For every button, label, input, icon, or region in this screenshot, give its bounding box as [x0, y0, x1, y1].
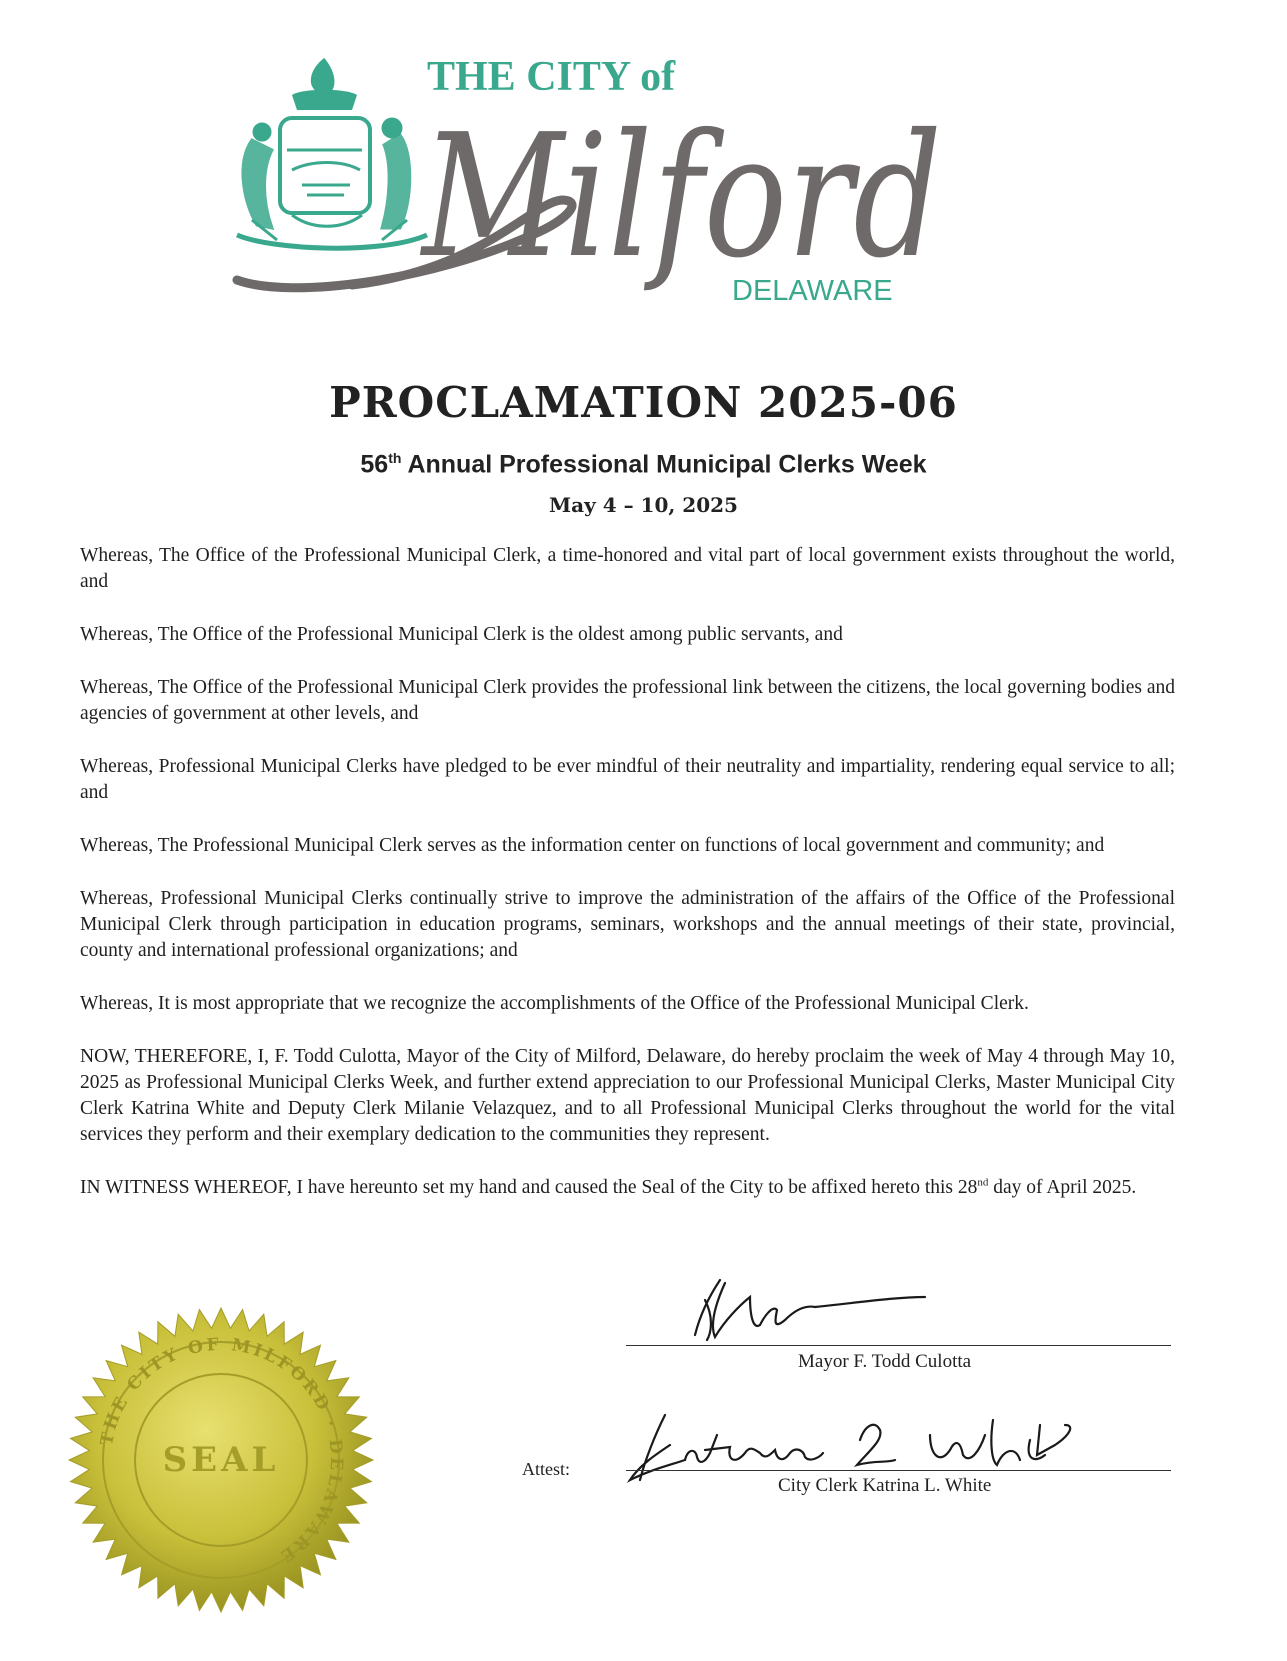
logo-state: DELAWARE [732, 275, 893, 307]
clerk-caption: City Clerk Katrina L. White [778, 1475, 992, 1496]
mayor-signature-line [626, 1345, 1171, 1346]
whereas-paragraph: Whereas, It is most appropriate that we recognize the accomplishments of the Office of the Professional Municipal Clerk. [80, 993, 1029, 1014]
proclamation-title: PROCLAMATION 2025-06 [329, 378, 958, 427]
whereas-paragraph: Whereas, The Professional Municipal Clerk serves as the information center on functions of local government and community; and [80, 835, 1105, 856]
gold-city-seal [66, 1305, 376, 1615]
mayor-caption: Mayor F. Todd Culotta [798, 1351, 972, 1372]
state-seal-emblem [237, 60, 427, 248]
proclamation-dates: May 4 – 10, 2025 [549, 493, 738, 517]
proclamation-subtitle [0, 450, 1287, 479]
clerk-signature-line [626, 1470, 1171, 1471]
proclamation-paragraph: NOW, THEREFORE, I, F. Todd Culotta, Mayor of the City of Milford, Delaware, do hereby proclaim the week of May 4 through May 10, 2025 as Professional Municipal Clerks Week, and further extend appreciation to our Professional Municipal Clerks, Master Municipal City Clerk Katrina White and Deputy Clerk Milanie Velazquez, and to all Professional Municipal Clerks throughout the world for the vital services they perform and their exemplary dedication to the communities they represent. [80, 1046, 1175, 1145]
proclamation-body [80, 543, 1175, 1228]
whereas-paragraph: Whereas, The Office of the Professional Municipal Clerk provides the professional link between the citizens, the local governing bodies and agencies of government at other levels, and [80, 677, 1175, 724]
witness-text: IN WITNESS WHEREOF, I have hereunto set my hand and caused the Seal of the City to be affixed hereto this 28 [80, 1177, 978, 1198]
attest-label: Attest: [522, 1459, 570, 1479]
subtitle-text: Annual Professional Municipal Clerks Week [401, 450, 927, 479]
witness-paragraph [80, 1175, 1175, 1201]
whereas-paragraph: Whereas, Professional Municipal Clerks have pledged to be ever mindful of their neutrality and impartiality, rendering equal service to all; and [80, 756, 1175, 803]
whereas-paragraph: Whereas, The Office of the Professional Municipal Clerk, a time-honored and vital part of local government exists throughout the world, and [80, 545, 1175, 592]
mayor-signature [655, 1275, 955, 1345]
logo-line1: THE CITY of [427, 54, 676, 100]
logo-city-name: Milford [419, 98, 942, 296]
city-logo [232, 50, 992, 350]
seal-ring-text: THE CITY OF MILFORD · DELAWARE [96, 1334, 347, 1568]
whereas-paragraph: Whereas, The Office of the Professional Municipal Clerk is the oldest among public servants, and [80, 624, 843, 645]
whereas-paragraph: Whereas, Professional Municipal Clerks continually strive to improve the administration of the affairs of the Office of the Professional Municipal Clerk through participation in education programs, seminars, workshops and the annual meetings of their state, provincial, county and international professional organizations; and [80, 888, 1175, 961]
witness-ordinal-suffix: nd [977, 1176, 989, 1189]
subtitle-ordinal-suffix: th [388, 450, 402, 466]
witness-text-end: day of April 2025. [988, 1177, 1137, 1198]
seal-center-text: SEAL [162, 1440, 280, 1480]
subtitle-ordinal: 56 [360, 450, 389, 479]
